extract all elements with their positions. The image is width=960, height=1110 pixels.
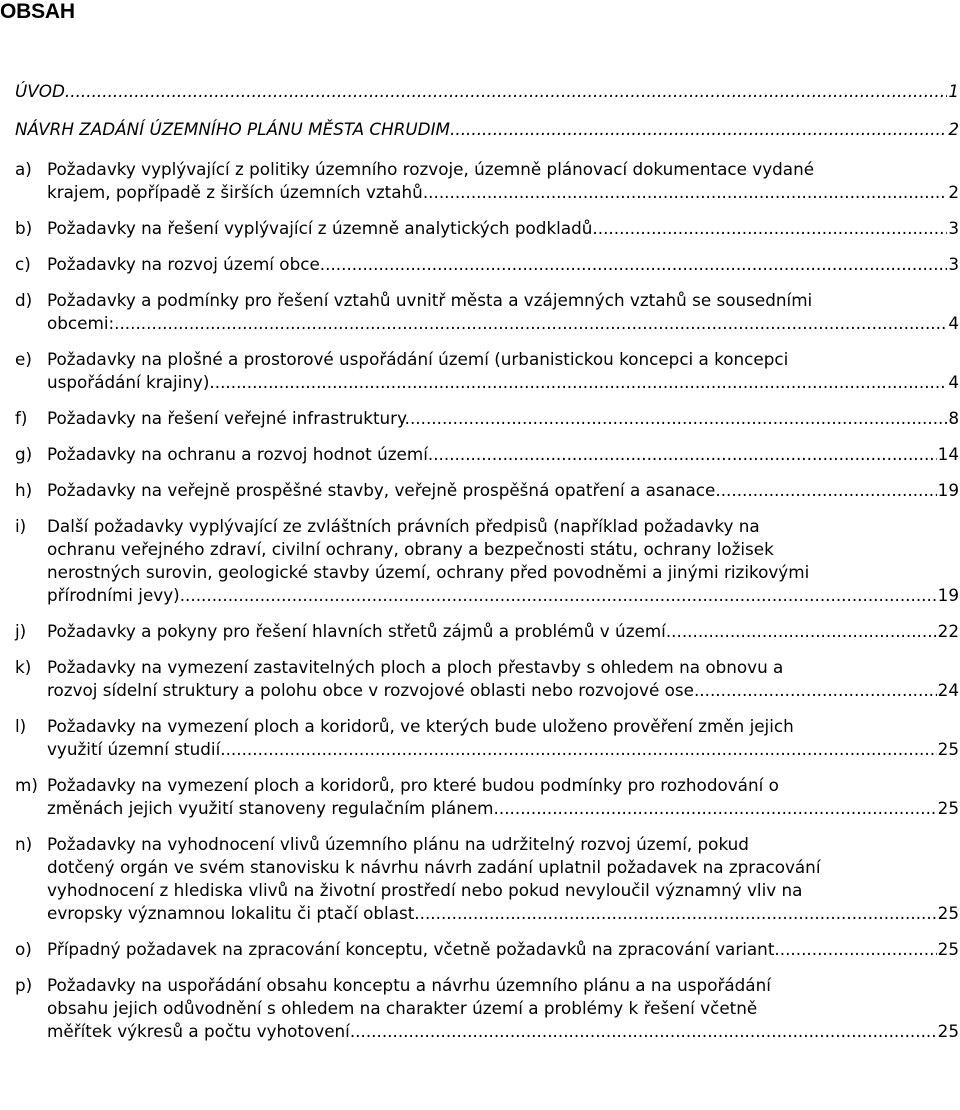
toc-entry-letter: n) [15, 834, 33, 854]
toc-page-number: 14 [937, 444, 959, 464]
dot-leader [410, 407, 947, 430]
toc-entry-text-line: Požadavky vyplývající z politiky územního rozvoje, územně plánovací dokumentace vydané [47, 159, 815, 179]
toc-entry-last-line [47, 620, 959, 643]
dot-leader [671, 620, 936, 643]
toc-entry-body [47, 158, 959, 204]
toc-entry[interactable] [15, 80, 959, 103]
toc-entry[interactable] [15, 217, 959, 240]
toc-entry-title: NÁVRH ZADÁNÍ ÚZEMNÍHO PLÁNU MĚSTA CHRUDIM [15, 119, 451, 139]
toc-entry-body [47, 253, 959, 276]
toc-entry[interactable] [15, 833, 959, 925]
toc-entry-title: Případný požadavek na zpracování konceptu, včetně požadavků na zpracování variant. [47, 939, 780, 959]
toc-entry-last-line [47, 407, 959, 430]
dot-leader [226, 738, 937, 761]
toc-entry-last-line [47, 253, 959, 276]
toc-entry[interactable] [15, 774, 959, 820]
toc-entry-last-line [47, 902, 959, 925]
toc-page-number: 24 [937, 680, 959, 700]
table-of-contents [15, 80, 959, 1043]
toc-page-number: 25 [937, 739, 959, 759]
toc-entry[interactable] [15, 656, 959, 702]
toc-entry-title: evropsky významnou lokalitu či ptačí oblast. [47, 903, 420, 923]
toc-entry-title: uspořádání krajiny). [47, 372, 215, 392]
dot-leader [699, 679, 936, 702]
toc-page-number: 4 [948, 313, 959, 333]
toc-entry-body [47, 620, 959, 643]
toc-entry-last-line [47, 312, 959, 335]
toc-entry-title: přírodními jevy). [47, 585, 186, 605]
toc-entry-last-line [47, 738, 959, 761]
dot-leader [450, 118, 947, 141]
toc-entry-title: Požadavky na rozvoj území obce. [47, 254, 326, 274]
toc-entry-text-line: Požadavky a podmínky pro řešení vztahů uvnitř města a vzájemných vztahů se sousedními [47, 290, 813, 310]
dot-leader [114, 312, 947, 335]
toc-entry-text-line: obsahu jejich odůvodnění s ohledem na charakter území a problémy k řešení včetně [47, 998, 758, 1018]
toc-page-number: 25 [937, 798, 959, 818]
page-title: OBSAH [0, 0, 75, 23]
toc-entry-last-line [47, 443, 959, 466]
toc-entry-title: rozvoj sídelní struktury a polohu obce v rozvojové oblasti nebo rozvojové ose. [47, 680, 700, 700]
toc-entry-title: měřítek výkresů a počtu vyhotovení. [47, 1021, 356, 1041]
toc-page-number: 25 [937, 1021, 959, 1041]
toc-entry-letter: o) [15, 939, 32, 959]
toc-entry-body [47, 289, 959, 335]
toc-entry[interactable] [15, 715, 959, 761]
dot-leader [721, 479, 937, 502]
toc-entry-body [47, 217, 959, 240]
toc-entry-last-line [47, 217, 959, 240]
toc-entry-body [47, 479, 959, 502]
toc-entry-title: změnách jejich využití stanoveny regulačním plánem. [47, 798, 499, 818]
dot-leader [325, 253, 947, 276]
toc-entry[interactable] [15, 974, 959, 1043]
toc-entry[interactable] [15, 118, 959, 141]
toc-page-number: 3 [948, 218, 959, 238]
toc-entry-last-line [15, 80, 959, 103]
toc-entry-letter: l) [15, 716, 27, 736]
toc-entry-last-line [47, 371, 959, 394]
toc-page-number: 8 [948, 408, 959, 428]
toc-entry[interactable] [15, 443, 959, 466]
toc-entry-body [47, 443, 959, 466]
toc-entry-body [47, 407, 959, 430]
toc-entry-last-line [47, 797, 959, 820]
dot-leader [420, 902, 937, 925]
toc-entry-text-line: Požadavky na vymezení ploch a koridorů, ve kterých bude uloženo prověření změn jejich [47, 716, 794, 736]
toc-entry-last-line [47, 679, 959, 702]
toc-entry-title: Požadavky na řešení vyplývající z územně analytických podkladů. [47, 218, 598, 238]
toc-entry[interactable] [15, 620, 959, 643]
dot-leader [499, 797, 937, 820]
toc-entry-letter: h) [15, 480, 33, 500]
toc-entry[interactable] [15, 289, 959, 335]
toc-page-number: 3 [948, 254, 959, 274]
toc-entry-letter: k) [15, 657, 32, 677]
toc-entry-body [47, 348, 959, 394]
toc-entry-title: Požadavky a pokyny pro řešení hlavních střetů zájmů a problémů v území. [47, 621, 672, 641]
toc-entry-body [47, 833, 959, 925]
toc-entry-text-line: Požadavky na uspořádání obsahu konceptu a návrhu územního plánu a na uspořádání [47, 975, 771, 995]
toc-entry-letter: c) [15, 254, 31, 274]
toc-page-number: 22 [937, 621, 959, 641]
toc-entry-text-line: Požadavky na vymezení zastavitelných ploch a ploch přestavby s ohledem na obnovu a [47, 657, 784, 677]
toc-entry-text-line: nerostných surovin, geologické stavby území, ochrany před povodněmi a jinými rizikovými [47, 562, 810, 582]
dot-leader [598, 217, 948, 240]
toc-entry-letter: p) [15, 975, 33, 995]
toc-entry-body [47, 774, 959, 820]
toc-entry-text-line: Požadavky na plošné a prostorové uspořádání území (urbanistickou koncepci a koncepci [47, 349, 789, 369]
toc-entry-title: využití územní studií. [47, 739, 226, 759]
toc-entry[interactable] [15, 938, 959, 961]
toc-entry-text-line: Požadavky na vymezení ploch a koridorů, pro které budou podmínky pro rozhodování o [47, 775, 779, 795]
toc-entry-last-line [15, 118, 959, 141]
toc-entry-text-line: Další požadavky vyplývající ze zvláštních právních předpisů (například požadavky na [47, 516, 760, 536]
toc-page-number: 25 [937, 903, 959, 923]
toc-entry-title: Požadavky na veřejně prospěšné stavby, veřejně prospěšná opatření a asanace. [47, 480, 721, 500]
dot-leader [215, 371, 948, 394]
toc-entry-title: obcemi: [47, 313, 115, 333]
dot-leader [428, 181, 947, 204]
toc-entry-letter: e) [15, 349, 32, 369]
toc-entry-letter: j) [15, 621, 27, 641]
toc-entry-last-line [47, 1020, 959, 1043]
toc-entry-body [47, 515, 959, 607]
toc-entry-letter: g) [15, 444, 33, 464]
toc-entry[interactable] [15, 407, 959, 430]
toc-entry-body [47, 656, 959, 702]
toc-page-number: 1 [948, 81, 959, 101]
toc-entry-body [15, 80, 959, 103]
toc-entry[interactable] [15, 515, 959, 607]
toc-page-number: 19 [937, 480, 959, 500]
toc-entry-body [47, 938, 959, 961]
toc-page-number: 2 [948, 119, 959, 139]
toc-entry-last-line [47, 584, 959, 607]
dot-leader [185, 584, 937, 607]
toc-entry-last-line [47, 479, 959, 502]
toc-entry-text-line: Požadavky na vyhodnocení vlivů územního plánu na udržitelný rozvoj území, pokud [47, 834, 749, 854]
toc-entry-text-line: ochranu veřejného zdraví, civilní ochrany, obrany a bezpečnosti státu, ochrany ložisek [47, 539, 774, 559]
toc-entry-title: Požadavky na ochranu a rozvoj hodnot území. [47, 444, 434, 464]
toc-entry-last-line [47, 938, 959, 961]
toc-entry-body [47, 974, 959, 1043]
toc-entry-text-line: vyhodnocení z hlediska vlivů na životní prostředí nebo pokud nevyloučil významný vliv na [47, 880, 803, 900]
toc-entry-letter: m) [15, 775, 38, 795]
toc-entry-title: Požadavky na řešení veřejné infrastruktury. [47, 408, 410, 428]
toc-page-number: 2 [948, 182, 959, 202]
toc-entry-letter: i) [15, 516, 27, 536]
dot-leader [780, 938, 937, 961]
toc-page-number: 19 [937, 585, 959, 605]
toc-entry-body [15, 118, 959, 141]
toc-entry-letter: f) [15, 408, 28, 428]
dot-leader [433, 443, 936, 466]
toc-page-number: 4 [948, 372, 959, 392]
toc-entry[interactable] [15, 479, 959, 502]
toc-entry-body [47, 715, 959, 761]
toc-entry[interactable] [15, 253, 959, 276]
toc-entry-letter: d) [15, 290, 33, 310]
dot-leader [355, 1020, 936, 1043]
toc-entry-letter: b) [15, 218, 33, 238]
toc-page-number: 25 [937, 939, 959, 959]
toc-entry-title: ÚVOD [15, 81, 65, 101]
toc-entry-text-line: dotčený orgán ve svém stanovisku k návrhu návrh zadání uplatnil požadavek na zpracování [47, 857, 821, 877]
toc-entry[interactable] [15, 158, 959, 204]
toc-entry-letter: a) [15, 159, 32, 179]
toc-entry-title: krajem, popřípadě z širších územních vztahů. [47, 182, 429, 202]
toc-entry-last-line [47, 181, 959, 204]
dot-leader [65, 80, 947, 103]
toc-entry[interactable] [15, 348, 959, 394]
